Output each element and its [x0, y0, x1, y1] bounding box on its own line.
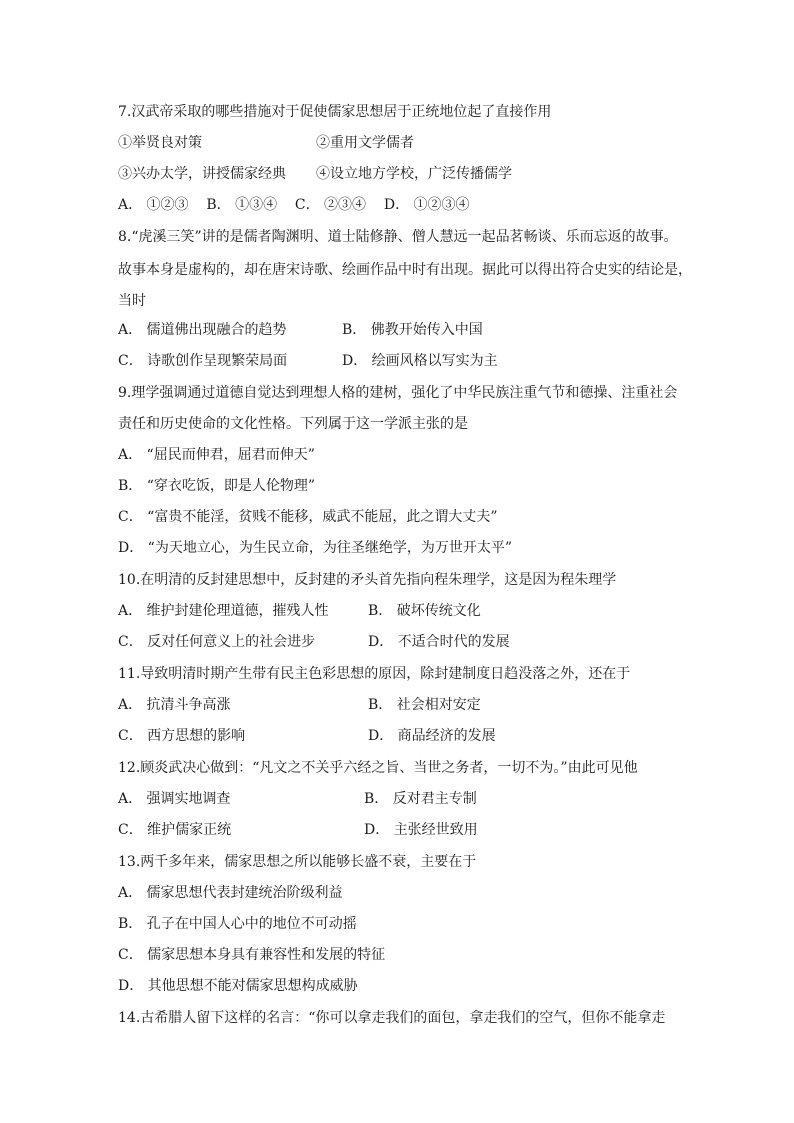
q9-stem-line-1: 9.理学强调通过道德自觉达到理想人格的建树，强化了中华民族注重气节和德操、注重社会: [118, 385, 678, 401]
q8-stem-line-3: 当时: [118, 293, 146, 309]
q12-option-d: D． 主张经世致用: [364, 822, 478, 838]
q9-option-a: A． “屈民而伸君，屈君而伸天”: [118, 447, 315, 463]
q8-option-a: A． 儒道佛出现融合的趋势: [118, 322, 287, 338]
q10-option-b: B． 破坏传统文化: [368, 603, 481, 619]
q10-stem: 10.在明清的反封建思想中，反封建的矛头首先指向程朱理学，这是因为程朱理学: [118, 572, 617, 588]
q12-option-a: A． 强调实地调查: [118, 791, 231, 807]
q9-option-d: D． “为天地立心，为生民立命，为往圣继绝学，为万世开太平”: [118, 540, 512, 556]
q7-item-4: ④设立地方学校，广泛传播儒学: [316, 166, 512, 182]
q12-stem: 12.顾炎武决心做到：“凡文之不关乎六经之旨、当世之务者，一切不为。”由此可见他: [118, 760, 638, 776]
q7-item-3: ③兴办太学，讲授儒家经典: [118, 166, 286, 182]
q7-choices: A． ①②③ B． ①③④ C． ②③④ D． ①②③④: [118, 197, 470, 213]
q11-option-d: D． 商品经济的发展: [368, 728, 496, 744]
q11-option-a: A． 抗清斗争高涨: [118, 697, 231, 713]
q13-stem: 13.两千多年来，儒家思想之所以能够长盛不衰，主要在于: [118, 854, 477, 870]
q8-stem-line-2: 故事本身是虚构的，却在唐宋诗歌、绘画作品中时有出现。据此可以得出符合史实的结论是，: [118, 262, 692, 278]
q7-stem: 7.汉武帝采取的哪些措施对于促使儒家思想居于正统地位起了直接作用: [118, 104, 552, 120]
q7-item-2: ②重用文学儒者: [316, 135, 414, 151]
q13-option-b: B． 孔子在中国人心中的地位不可动摇: [118, 916, 357, 932]
q11-option-b: B． 社会相对安定: [368, 697, 481, 713]
q12-option-b: B． 反对君主专制: [364, 791, 477, 807]
q11-stem: 11.导致明清时期产生带有民主色彩思想的原因，除封建制度日趋没落之外，还在于: [118, 666, 631, 682]
q7-item-1: ①举贤良对策: [118, 135, 202, 151]
q8-option-c: C． 诗歌创作呈现繁荣局面: [118, 353, 288, 369]
q8-option-b: B． 佛教开始传入中国: [342, 322, 483, 338]
q13-option-c: C． 儒家思想本身具有兼容性和发展的特征: [118, 947, 386, 963]
q14-stem: 14.古希腊人留下这样的名言：“你可以拿走我们的面包，拿走我们的空气，但你不能拿走: [118, 1010, 666, 1026]
q13-option-d: D． 其他思想不能对儒家思想构成威胁: [118, 978, 358, 994]
q9-option-c: C． “富贵不能淫，贫贱不能移，威武不能屈，此之谓大丈夫”: [118, 509, 498, 525]
q9-stem-line-2: 责任和历史使命的文化性格。下列属于这一学派主张的是: [118, 416, 468, 432]
q8-stem-line-1: 8.“虎溪三笑”讲的是儒者陶渊明、道士陆修静、僧人慧远一起品茗畅谈、乐而忘返的故事。: [118, 229, 678, 245]
q10-option-a: A． 维护封建伦理道德，摧残人性: [118, 603, 329, 619]
q12-option-c: C． 维护儒家正统: [118, 822, 232, 838]
q11-option-c: C． 西方思想的影响: [118, 728, 246, 744]
q9-option-b: B． “穿衣吃饭，即是人伦物理”: [118, 478, 316, 494]
q8-option-d: D． 绘画风格以写实为主: [342, 353, 498, 369]
q10-option-c: C． 反对任何意义上的社会进步: [118, 634, 316, 650]
q13-option-a: A． 儒家思想代表封建统治阶级利益: [118, 885, 343, 901]
q10-option-d: D． 不适合时代的发展: [368, 634, 510, 650]
